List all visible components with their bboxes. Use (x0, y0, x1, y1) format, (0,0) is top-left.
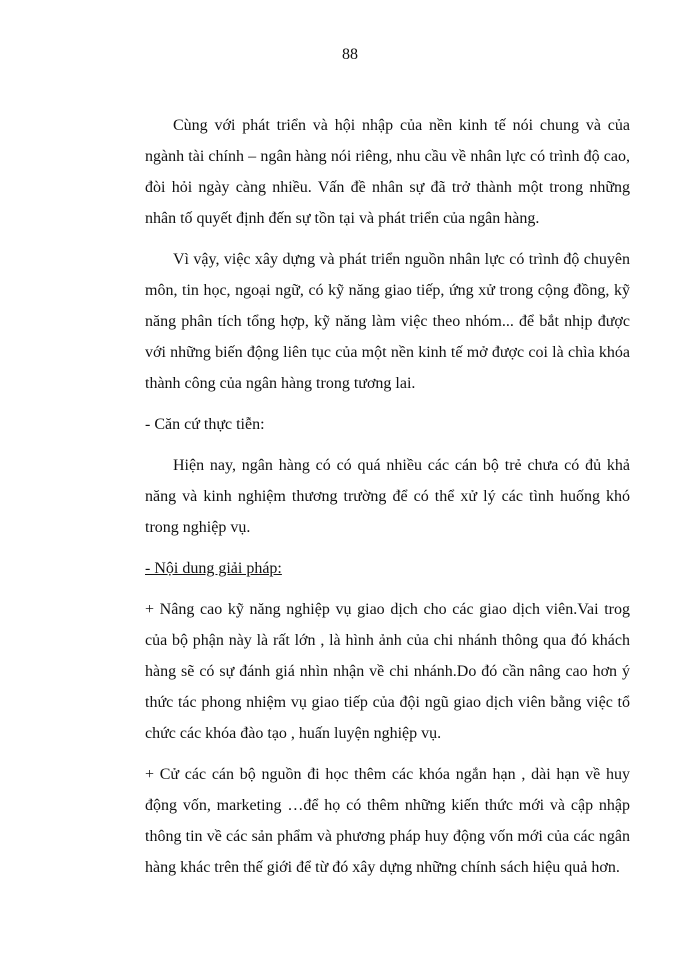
paragraph-integration-hr-demand: Cùng với phát triển và hội nhập của nền kinh tế nói chung và của ngành tài chính – ngân hàng nói riêng, nhu cầu về nhân lực có trình độ cao, đòi hỏi ngày càng nhiều. Vấn đề nhân sự đã trở thành một trong những nhân tố quyết định đến sự tồn tại và phát triển của ngân hàng. (145, 117, 630, 227)
page-number: 88 (342, 46, 358, 63)
paragraph-solution-training: + Cử các cán bộ nguồn đi học thêm các khóa ngắn hạn , dài hạn về huy động vốn, marketing …để họ có thêm những kiến thức mới và cập nhập thông tin về các sản phẩm và phương pháp huy động vốn mới của các ngân hàng khác trên thế giới để từ đó xây dựng những chính sách hiệu quả hơn. (145, 766, 630, 876)
paragraph-current-situation: Hiện nay, ngân hàng có có quá nhiều các cán bộ trẻ chưa có đủ khả năng và kinh nghiệm thương trường để có thể xử lý các tình huống khó trong nghiệp vụ. (145, 457, 630, 536)
paragraph-hr-development: Vì vậy, việc xây dựng và phát triển nguồn nhân lực có trình độ chuyên môn, tin học, ngoại ngữ, có kỹ năng giao tiếp, ứng xử trong cộng đồng, kỹ năng phân tích tổng hợp, kỹ năng làm việc theo nhóm... để bắt nhịp được với những biến động liên tục của một nền kinh tế mở được coi là chìa khóa thành công của ngân hàng trong tương lai. (145, 251, 630, 392)
heading-practical-basis: - Căn cứ thực tiễn: (145, 416, 265, 433)
heading-solution-content (145, 553, 630, 584)
document-body (145, 110, 630, 893)
paragraph-solution-skills: + Nâng cao kỹ năng nghiệp vụ giao dịch cho các giao dịch viên.Vai trog của bộ phận này là rất lớn , là hình ảnh của chi nhánh thông qua đó khách hàng sẽ có sự đánh giá nhìn nhận về chi nhánh.Do đó cần nâng cao hơn ý thức tác phong nhiệm vụ giao tiếp của đội ngũ giao dịch viên bằng việc tổ chức các khóa đào tạo , huấn luyện nghiệp vụ. (145, 601, 630, 742)
heading-solution-content-text: - Nội dung giải pháp: (145, 560, 282, 577)
